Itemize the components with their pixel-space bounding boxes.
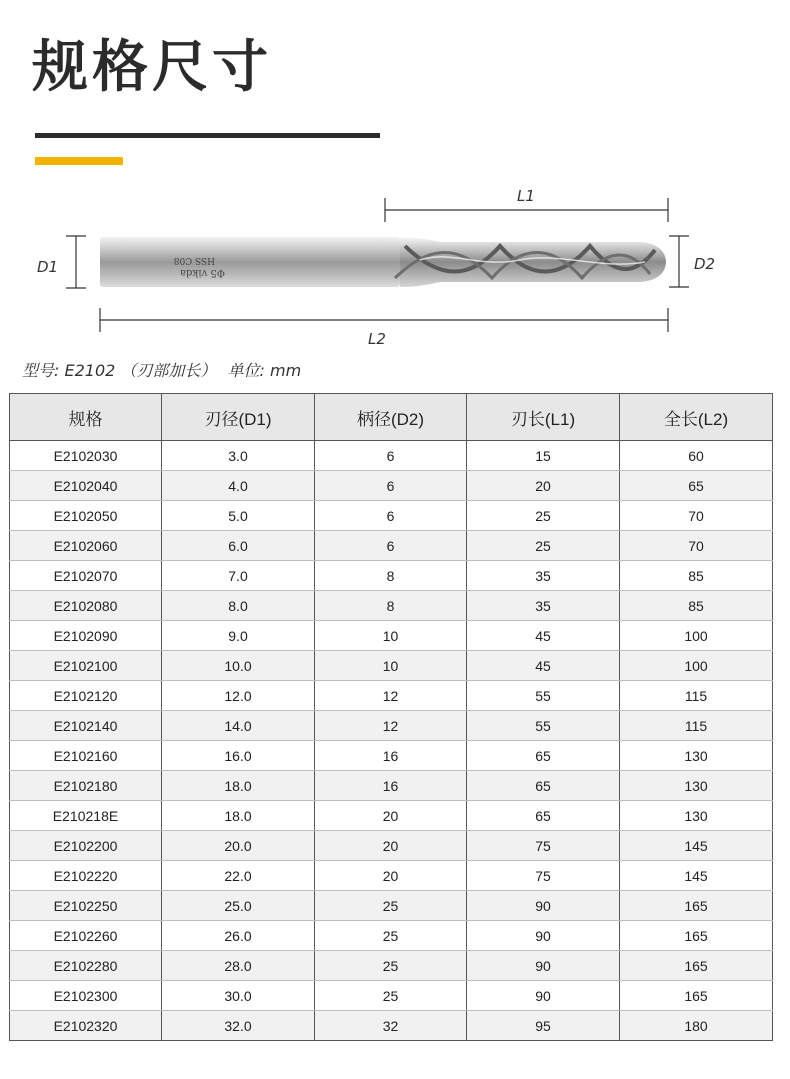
table-row: [10, 651, 773, 681]
table-row: [10, 441, 773, 471]
table-row: [10, 681, 773, 711]
cell-l2: 130: [620, 741, 773, 771]
cell-l1: 55: [467, 711, 620, 741]
col-header-spec: 规格: [10, 394, 162, 441]
cell-d2: 12: [315, 681, 467, 711]
cell-d1: 10.0: [162, 651, 315, 681]
cell-d1: 14.0: [162, 711, 315, 741]
cell-d2: 16: [315, 741, 467, 771]
table-row: [10, 921, 773, 951]
cell-d1: 20.0: [162, 831, 315, 861]
table-row: [10, 981, 773, 1011]
cell-l1: 90: [467, 921, 620, 951]
svg-text:Φ5 vikda: Φ5 vikda: [179, 267, 225, 278]
cell-l2: 70: [620, 531, 773, 561]
cell-d2: 6: [315, 531, 467, 561]
table-header-row: [10, 394, 773, 441]
cell-spec: E2102050: [10, 501, 162, 531]
cell-l1: 90: [467, 951, 620, 981]
cell-spec: E210218E: [10, 801, 162, 831]
cell-d1: 12.0: [162, 681, 315, 711]
cell-d2: 6: [315, 471, 467, 501]
model-info: [22, 358, 307, 381]
cell-d1: 32.0: [162, 1011, 315, 1041]
cell-d1: 3.0: [162, 441, 315, 471]
cell-d1: 18.0: [162, 771, 315, 801]
cell-spec: E2102070: [10, 561, 162, 591]
cell-spec: E2102060: [10, 531, 162, 561]
cell-l1: 25: [467, 501, 620, 531]
accent-bar: [35, 157, 123, 165]
cell-l1: 95: [467, 1011, 620, 1041]
table-row: [10, 531, 773, 561]
table-row: [10, 501, 773, 531]
cell-spec: E2102040: [10, 471, 162, 501]
cell-l2: 65: [620, 471, 773, 501]
cell-l1: 35: [467, 591, 620, 621]
cell-d1: 16.0: [162, 741, 315, 771]
cell-l2: 165: [620, 891, 773, 921]
cell-l1: 20: [467, 471, 620, 501]
cell-d1: 25.0: [162, 891, 315, 921]
cell-l1: 45: [467, 621, 620, 651]
cell-d1: 5.0: [162, 501, 315, 531]
cell-l1: 55: [467, 681, 620, 711]
cell-d2: 20: [315, 831, 467, 861]
title-underline: [35, 133, 380, 138]
table-row: [10, 621, 773, 651]
tool-shank: [100, 237, 400, 287]
table-row: [10, 831, 773, 861]
cell-spec: E2102250: [10, 891, 162, 921]
cell-spec: E2102280: [10, 951, 162, 981]
cell-l2: 70: [620, 501, 773, 531]
svg-text:HSS C08: HSS C08: [173, 255, 215, 265]
cell-l1: 65: [467, 741, 620, 771]
cell-spec: E2102320: [10, 1011, 162, 1041]
cell-l2: 115: [620, 681, 773, 711]
tool-flutes: [400, 237, 666, 287]
cell-d2: 6: [315, 501, 467, 531]
cell-spec: E2102200: [10, 831, 162, 861]
cell-d2: 25: [315, 891, 467, 921]
cell-l1: 35: [467, 561, 620, 591]
cell-l2: 60: [620, 441, 773, 471]
cell-l1: 45: [467, 651, 620, 681]
cell-l1: 15: [467, 441, 620, 471]
label-d1: D1: [37, 258, 59, 276]
cell-l2: 145: [620, 831, 773, 861]
cell-spec: E2102260: [10, 921, 162, 951]
cell-l1: 75: [467, 831, 620, 861]
cell-d1: 30.0: [162, 981, 315, 1011]
cell-d2: 16: [315, 771, 467, 801]
cell-l2: 130: [620, 801, 773, 831]
cell-d2: 12: [315, 711, 467, 741]
col-header-d2: 柄径(D2): [315, 394, 467, 441]
cell-d2: 25: [315, 951, 467, 981]
col-header-d1: 刃径(D1): [162, 394, 315, 441]
spec-table: [9, 393, 773, 1041]
cell-l1: 75: [467, 861, 620, 891]
cell-d1: 7.0: [162, 561, 315, 591]
table-body: [10, 441, 773, 1041]
cell-l1: 90: [467, 891, 620, 921]
label-d2: D2: [694, 255, 716, 273]
page-title: 规格尺寸: [32, 35, 272, 100]
cell-l1: 25: [467, 531, 620, 561]
end-mill-diagram: [0, 180, 790, 355]
cell-l1: 65: [467, 771, 620, 801]
cell-l1: 65: [467, 801, 620, 831]
table-row: [10, 771, 773, 801]
cell-spec: E2102080: [10, 591, 162, 621]
cell-d2: 10: [315, 651, 467, 681]
cell-l2: 130: [620, 771, 773, 801]
cell-l2: 180: [620, 1011, 773, 1041]
cell-d2: 8: [315, 591, 467, 621]
cell-d1: 9.0: [162, 621, 315, 651]
table-row: [10, 861, 773, 891]
cell-d2: 20: [315, 801, 467, 831]
cell-d2: 32: [315, 1011, 467, 1041]
cell-d2: 10: [315, 621, 467, 651]
cell-d2: 8: [315, 561, 467, 591]
cell-d2: 6: [315, 441, 467, 471]
cell-spec: E2102160: [10, 741, 162, 771]
cell-l2: 100: [620, 621, 773, 651]
cell-l2: 85: [620, 591, 773, 621]
end-mill-drawing: [0, 180, 790, 355]
cell-d1: 4.0: [162, 471, 315, 501]
unit-label: 单位: mm: [227, 361, 302, 380]
table-row: [10, 951, 773, 981]
label-l1: L1: [517, 187, 535, 205]
cell-l2: 115: [620, 711, 773, 741]
cell-spec: E2102220: [10, 861, 162, 891]
table-row: [10, 1011, 773, 1041]
cell-d1: 8.0: [162, 591, 315, 621]
table-row: [10, 471, 773, 501]
cell-spec: E2102120: [10, 681, 162, 711]
cell-d1: 28.0: [162, 951, 315, 981]
col-header-l1: 刃长(L1): [467, 394, 620, 441]
table-row: [10, 591, 773, 621]
cell-d1: 6.0: [162, 531, 315, 561]
table-row: [10, 891, 773, 921]
cell-l2: 165: [620, 981, 773, 1011]
cell-d1: 22.0: [162, 861, 315, 891]
cell-l2: 85: [620, 561, 773, 591]
table-row: [10, 741, 773, 771]
cell-l2: 165: [620, 921, 773, 951]
cell-spec: E2102100: [10, 651, 162, 681]
cell-spec: E2102140: [10, 711, 162, 741]
cell-d1: 26.0: [162, 921, 315, 951]
cell-l2: 100: [620, 651, 773, 681]
table-row: [10, 561, 773, 591]
cell-d2: 25: [315, 921, 467, 951]
cell-spec: E2102180: [10, 771, 162, 801]
model-label: 型号: E2102 （刃部加长）: [22, 361, 217, 380]
cell-spec: E2102090: [10, 621, 162, 651]
cell-l2: 145: [620, 861, 773, 891]
cell-d2: 25: [315, 981, 467, 1011]
col-header-l2: 全长(L2): [620, 394, 773, 441]
cell-d2: 20: [315, 861, 467, 891]
table-row: [10, 801, 773, 831]
label-l2: L2: [368, 330, 386, 348]
table-row: [10, 711, 773, 741]
cell-spec: E2102300: [10, 981, 162, 1011]
cell-l2: 165: [620, 951, 773, 981]
cell-spec: E2102030: [10, 441, 162, 471]
cell-d1: 18.0: [162, 801, 315, 831]
cell-l1: 90: [467, 981, 620, 1011]
